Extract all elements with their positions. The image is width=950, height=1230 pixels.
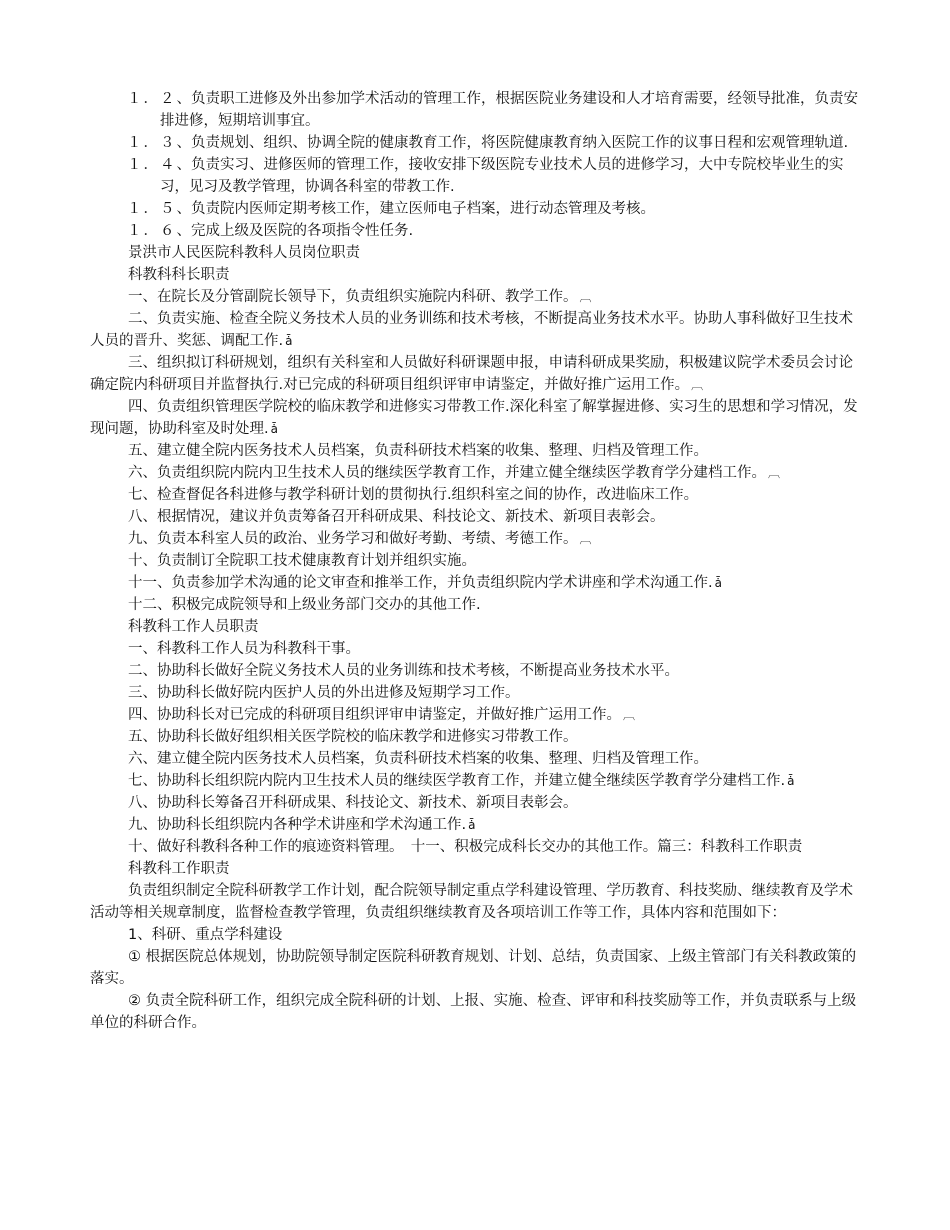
item-text: 、完成上级及医院的各项指令性任务. bbox=[176, 223, 414, 239]
mark-glyph: ︹ bbox=[579, 532, 592, 546]
numbered-item bbox=[90, 154, 865, 198]
mark-glyph: ǡ bbox=[468, 818, 476, 832]
duty-text: 一、科教科工作人员为科教科干事。 bbox=[128, 641, 360, 657]
item-text: 、负责职工进修及外出参加学术活动的管理工作，根据医院业务建设和人才培育需要，经领导批准，负责安排进修，短期培训事宜。 bbox=[160, 91, 858, 129]
duty-text: 九、协助科长组织院内各种学术讲座和学术沟通工作. bbox=[128, 817, 467, 833]
numbered-item bbox=[90, 132, 865, 154]
mark-glyph: ︹ bbox=[691, 378, 704, 392]
duty-item bbox=[90, 660, 865, 682]
part3-title: 科教科工作职责 bbox=[128, 861, 230, 877]
duty-item bbox=[90, 550, 865, 572]
duty-text: 五、协助科长做好组织相关医学院校的临床教学和进修实习带教工作。 bbox=[128, 729, 578, 745]
duty-text: 五、建立健全院内医务技术人员档案，负责科研技术档案的收集、整理、归档及管理工作。 bbox=[128, 443, 708, 459]
item-number: １．５ bbox=[127, 201, 177, 217]
duty-text: 四、协助科长对已完成的科研项目组织评审申请鉴定，并做好推广运用工作。 bbox=[128, 707, 621, 723]
document-page bbox=[90, 88, 865, 1034]
duty-item bbox=[90, 484, 865, 506]
duty-text: 三、协助科长做好院内医护人员的外出进修及短期学习工作。 bbox=[128, 685, 520, 701]
duty-text: 七、协助科长组织院内院内卫生技术人员的继续医学教育工作，并建立健全继续医学教育学分建档工作. bbox=[128, 773, 786, 789]
duty-item bbox=[90, 770, 865, 792]
mark-glyph: ǡ bbox=[285, 334, 293, 348]
part3-item: ② 负责全院科研工作，组织完成全院科研的计划、上报、实施、检查、评审和科技奖励等工作，并负责联系与上级单位的科研合作。 bbox=[90, 993, 857, 1031]
mark-glyph: ︹ bbox=[579, 290, 592, 304]
duty-text: 六、建立健全院内医务技术人员档案，负责科研技术档案的收集、整理、归档及管理工作。 bbox=[128, 751, 708, 767]
duty-text: 二、协助科长做好全院义务技术人员的业务训练和技术考核，不断提高业务技术水平。 bbox=[128, 663, 679, 679]
duty-item bbox=[90, 528, 865, 550]
item-number: １．４ bbox=[127, 157, 177, 173]
item-number: １．６ bbox=[127, 223, 177, 239]
head-duties-title: 科教科科长职责 bbox=[128, 267, 230, 283]
duty-item bbox=[90, 792, 865, 814]
duty-text: 八、协助科长筹备召开科研成果、科技论文、新技术、新项目表彰会。 bbox=[128, 795, 578, 811]
duty-text: 一、在院长及分管副院长领导下，负责组织实施院内科研、教学工作。 bbox=[128, 289, 578, 305]
duty-text: 七、检查督促各科进修与教学科研计划的贯彻执行.组织科室之间的协作，改进临床工作。 bbox=[128, 487, 699, 503]
numbered-item bbox=[90, 220, 865, 242]
duty-item bbox=[90, 462, 865, 484]
mark-glyph: ǡ bbox=[787, 774, 795, 788]
duty-text: 二、负责实施、检查全院义务技术人员的业务训练和技术考核，不断提高业务技术水平。协助人事科做好卫生技术人员的晋升、奖惩、调配工作. bbox=[90, 311, 853, 349]
duty-item bbox=[90, 506, 865, 528]
item-number: １．２ bbox=[127, 91, 177, 107]
part3-intro: 负责组织制定全院科研教学工作计划，配合院领导制定重点学科建设管理、学历教育、科技奖励、继续教育及学术活动等相关规章制度，监督检查教学管理，负责组织继续教育及各项培训工作等工作，具体内容和范围如下： bbox=[90, 883, 853, 921]
mark-glyph: ︹ bbox=[623, 708, 636, 722]
duty-item bbox=[90, 704, 865, 726]
item-text: 、负责实习、进修医师的管理工作，接收安排下级医院专业技术人员的进修学习，大中专院校毕业生的实习，见习及教学管理，协调各科室的带教工作. bbox=[160, 157, 844, 195]
duty-text: 六、负责组织院内院内卫生技术人员的继续医学教育工作，并建立健全继续医学教育学分建档工作。 bbox=[128, 465, 766, 481]
duty-text: 八、根据情况，建议并负责筹备召开科研成果、科技论文、新技术、新项目表彰会。 bbox=[128, 509, 665, 525]
duty-item bbox=[90, 352, 865, 396]
mark-glyph: ︹ bbox=[768, 466, 781, 480]
duty-item bbox=[90, 440, 865, 462]
duty-item bbox=[90, 682, 865, 704]
numbered-item bbox=[90, 198, 865, 220]
duty-item bbox=[90, 638, 865, 660]
duty-item bbox=[90, 572, 865, 594]
duty-item bbox=[90, 594, 865, 616]
duty-text: 九、负责本科室人员的政治、业务学习和做好考勤、考绩、考德工作。 bbox=[128, 531, 578, 547]
duty-text: 十一、负责参加学术沟通的论文审查和推举工作，并负责组织院内学术讲座和学术沟通工作. bbox=[128, 575, 713, 591]
duty-item bbox=[90, 726, 865, 748]
duty-text: 十二、积极完成院领导和上级业务部门交办的其他工作. bbox=[128, 597, 481, 613]
section-title: 景洪市人民医院科教科人员岗位职责 bbox=[128, 245, 360, 261]
duty-text: 三、组织拟订科研规划，组织有关科室和人员做好科研课题申报，申请科研成果奖励，积极建议院学术委员会讨论确定院内科研项目并监督执行.对已完成的科研项目组织评审申请鉴定，并做好推广运用工作。 bbox=[90, 355, 853, 393]
duty-text: 十、负责制订全院职工技术健康教育计划并组织实施。 bbox=[128, 553, 476, 569]
duty-item bbox=[90, 308, 865, 352]
item-text: 、负责院内医师定期考核工作，建立医师电子档案，进行动态管理及考核。 bbox=[176, 201, 655, 217]
mark-glyph: ǡ bbox=[714, 576, 722, 590]
item-text: 、负责规划、组织、协调全院的健康教育工作，将医院健康教育纳入医院工作的议事日程和宏观管理轨道. bbox=[176, 135, 849, 151]
duty-item bbox=[90, 836, 865, 858]
staff-duties-title: 科教科工作人员职责 bbox=[128, 619, 259, 635]
part3-item: ① 根据医院总体规划，协助院领导制定医院科研教育规划、计划、总结，负责国家、上级主管部门有关科教政策的落实。 bbox=[90, 949, 857, 987]
item-number: １．３ bbox=[127, 135, 177, 151]
duty-item bbox=[90, 286, 865, 308]
duty-item bbox=[90, 814, 865, 836]
duty-text: 十、做好科教科各种工作的痕迹资料管理。 十一、积极完成科长交办的其他工作。篇三：科教科工作职责 bbox=[128, 839, 803, 855]
duty-text: 四、负责组织管理医学院校的临床教学和进修实习带教工作.深化科室了解掌握进修、实习生的思想和学习情况，发现问题，协助科室及时处理. bbox=[90, 399, 858, 437]
duty-item bbox=[90, 748, 865, 770]
numbered-item bbox=[90, 88, 865, 132]
part3-subheading: 1、科研、重点学科建设 bbox=[128, 927, 283, 943]
mark-glyph: ǡ bbox=[270, 422, 278, 436]
duty-item bbox=[90, 396, 865, 440]
